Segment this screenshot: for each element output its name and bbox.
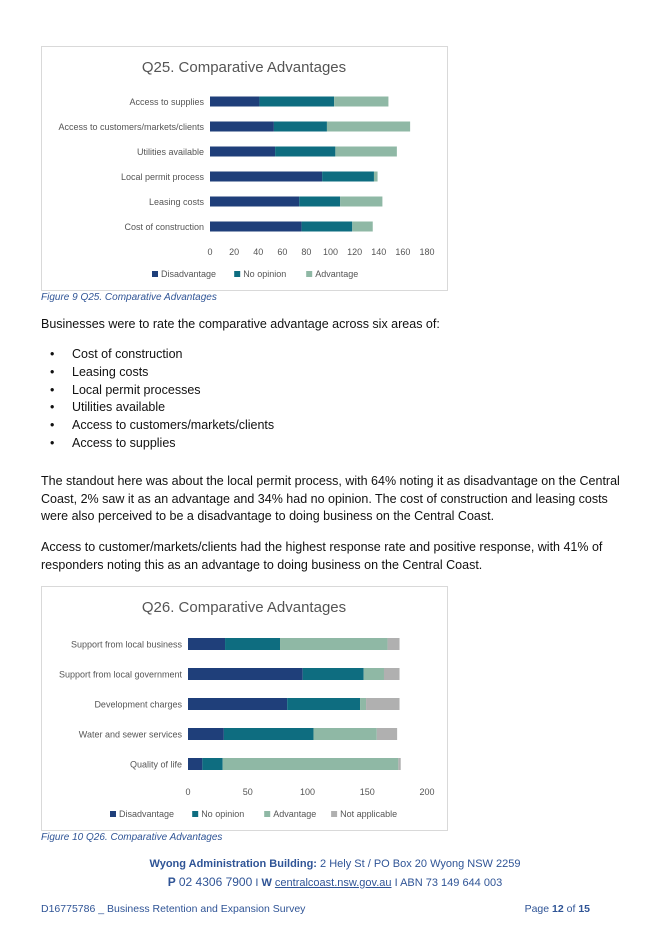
bar-segment [202,758,222,770]
bar-segment [303,668,364,680]
legend-swatch [306,271,312,277]
legend-swatch [110,811,116,817]
website-link[interactable]: centralcoast.nsw.gov.au [274,877,392,889]
legend-swatch [264,811,270,817]
bar-segment [210,222,302,232]
bar-segment [334,97,388,107]
tick-label: 120 [347,247,363,257]
figure-9-caption: Figure 9 Q25. Comparative Advantages [41,292,217,303]
web-label: W [261,877,272,889]
bar-segment [374,172,378,182]
category-label: Quality of life [129,759,182,770]
bullet-icon: • [50,347,55,361]
legend-label: Advantage [315,269,359,279]
list-item: • Access to customers/markets/clients [41,417,274,435]
footer-address [0,858,670,870]
category-label: Utilities available [136,147,204,157]
bar-segment [360,698,366,710]
bar-segment [210,197,299,207]
intro-text: Businesses were to rate the comparative advantage across six areas of: [41,317,440,331]
footer-contact [0,875,670,889]
legend-swatch [234,271,240,277]
legend-swatch [152,271,158,277]
bar-segment [210,147,275,157]
tick-label: 60 [277,247,288,257]
bar-segment [280,638,388,650]
list-item: • Leasing costs [41,364,274,382]
bullet-icon: • [50,364,55,379]
bar-segment [188,728,224,740]
document-reference: D16775786 _ Business Retention and Expansion Survey [41,903,306,915]
chart-title: Q25. Comparative Advantages [141,59,347,76]
bar-segment [225,638,280,650]
category-label: Leasing costs [148,197,204,207]
bar-segment [275,147,335,157]
tick-label: 200 [419,787,435,797]
bar-segment [398,758,400,770]
bar-segment [210,172,322,182]
tick-label: 40 [253,247,264,257]
legend-label: No opinion [243,269,287,279]
legend-swatch [192,811,198,817]
legend-swatch [331,811,337,817]
bullet-icon: • [50,400,55,415]
category-label: Development charges [94,699,182,710]
building-address: 2 Hely St / PO Box 20 Wyong NSW 2259 [320,858,521,870]
page-indicator: Page 12 of 15 [524,903,590,915]
bar-segment [188,698,287,710]
paragraph-permit: The standout here was about the local permit process, with 64% noting it as disadvantage on the Central Coast, 2% saw it as an advantage and 34% had no opinion. The cost of construction and leasing costs were also perceived to be a disadvantage to doing business on the Central Coast. [41,474,620,523]
bullet-icon: • [50,435,55,450]
bar-segment [210,122,274,132]
category-label: Access to customers/markets/clients [58,122,204,132]
bar-segment [224,728,314,740]
paragraph-customers: Access to customer/markets/clients had the highest response rate and positive response, with 41% of responders noting this as an advantage to doing business on the Central Coast. [41,540,603,572]
chart-q25-svg [42,47,447,290]
building-label: Wyong Administration Building: [149,858,317,870]
bar-segment [299,197,340,207]
list-item: • Utilities available [41,399,274,417]
legend-label: Not applicable [340,809,398,819]
tick-label: 20 [229,247,240,257]
category-label: Access to supplies [129,97,204,107]
list-item: • Local permit processes [41,382,274,400]
legend-label: No opinion [201,809,245,819]
bar-segment [274,122,327,132]
chart-q26-svg [42,587,447,830]
bar-segment [335,147,396,157]
tick-label: 180 [419,247,435,257]
separator: I [255,877,259,889]
tick-label: 100 [299,787,316,797]
tick-label: 140 [371,247,387,257]
bar-segment [259,97,334,107]
chart-q25 [41,46,448,291]
bar-segment [388,638,400,650]
bar-segment [188,668,303,680]
bar-segment [302,222,353,232]
tick-label: 50 [242,787,253,797]
bar-segment [366,698,399,710]
phone-label: P [167,875,176,889]
category-label: Support from local government [58,669,182,680]
bar-segment [377,728,397,740]
bar-segment [352,222,372,232]
tick-label: 160 [395,247,411,257]
legend-label: Advantage [273,809,317,819]
tick-label: 80 [301,247,312,257]
list-item: • Access to supplies [41,435,274,453]
bar-segment [313,728,376,740]
tick-label: 100 [323,247,339,257]
chart-q26 [41,586,448,831]
bar-segment [327,122,410,132]
bar-segment [210,97,259,107]
bar-segment [188,638,225,650]
legend-label: Disadvantage [161,269,217,279]
bar-segment [322,172,374,182]
figure-10-caption: Figure 10 Q26. Comparative Advantages [41,832,223,843]
list-item: • Cost of construction [41,346,274,364]
bar-segment [364,668,384,680]
bar-segment [340,197,382,207]
bullet-icon: • [50,382,55,397]
tick-label: 150 [359,787,375,797]
bar-segment [223,758,399,770]
bar-segment [188,758,202,770]
legend-label: Disadvantage [119,809,175,819]
tick-label: 0 [207,247,213,257]
phone-number: 02 4306 7900 [178,875,253,889]
chart-title: Q26. Comparative Advantages [141,599,347,616]
abn-text: I ABN 73 149 644 003 [394,877,503,889]
category-label: Local permit process [120,172,204,182]
category-label: Cost of construction [124,222,204,232]
category-label: Support from local business [70,639,182,650]
area-list [41,346,274,453]
bar-segment [384,668,400,680]
category-label: Water and sewer services [78,729,182,740]
bar-segment [287,698,360,710]
tick-label: 0 [185,787,191,797]
bullet-icon: • [50,418,55,433]
